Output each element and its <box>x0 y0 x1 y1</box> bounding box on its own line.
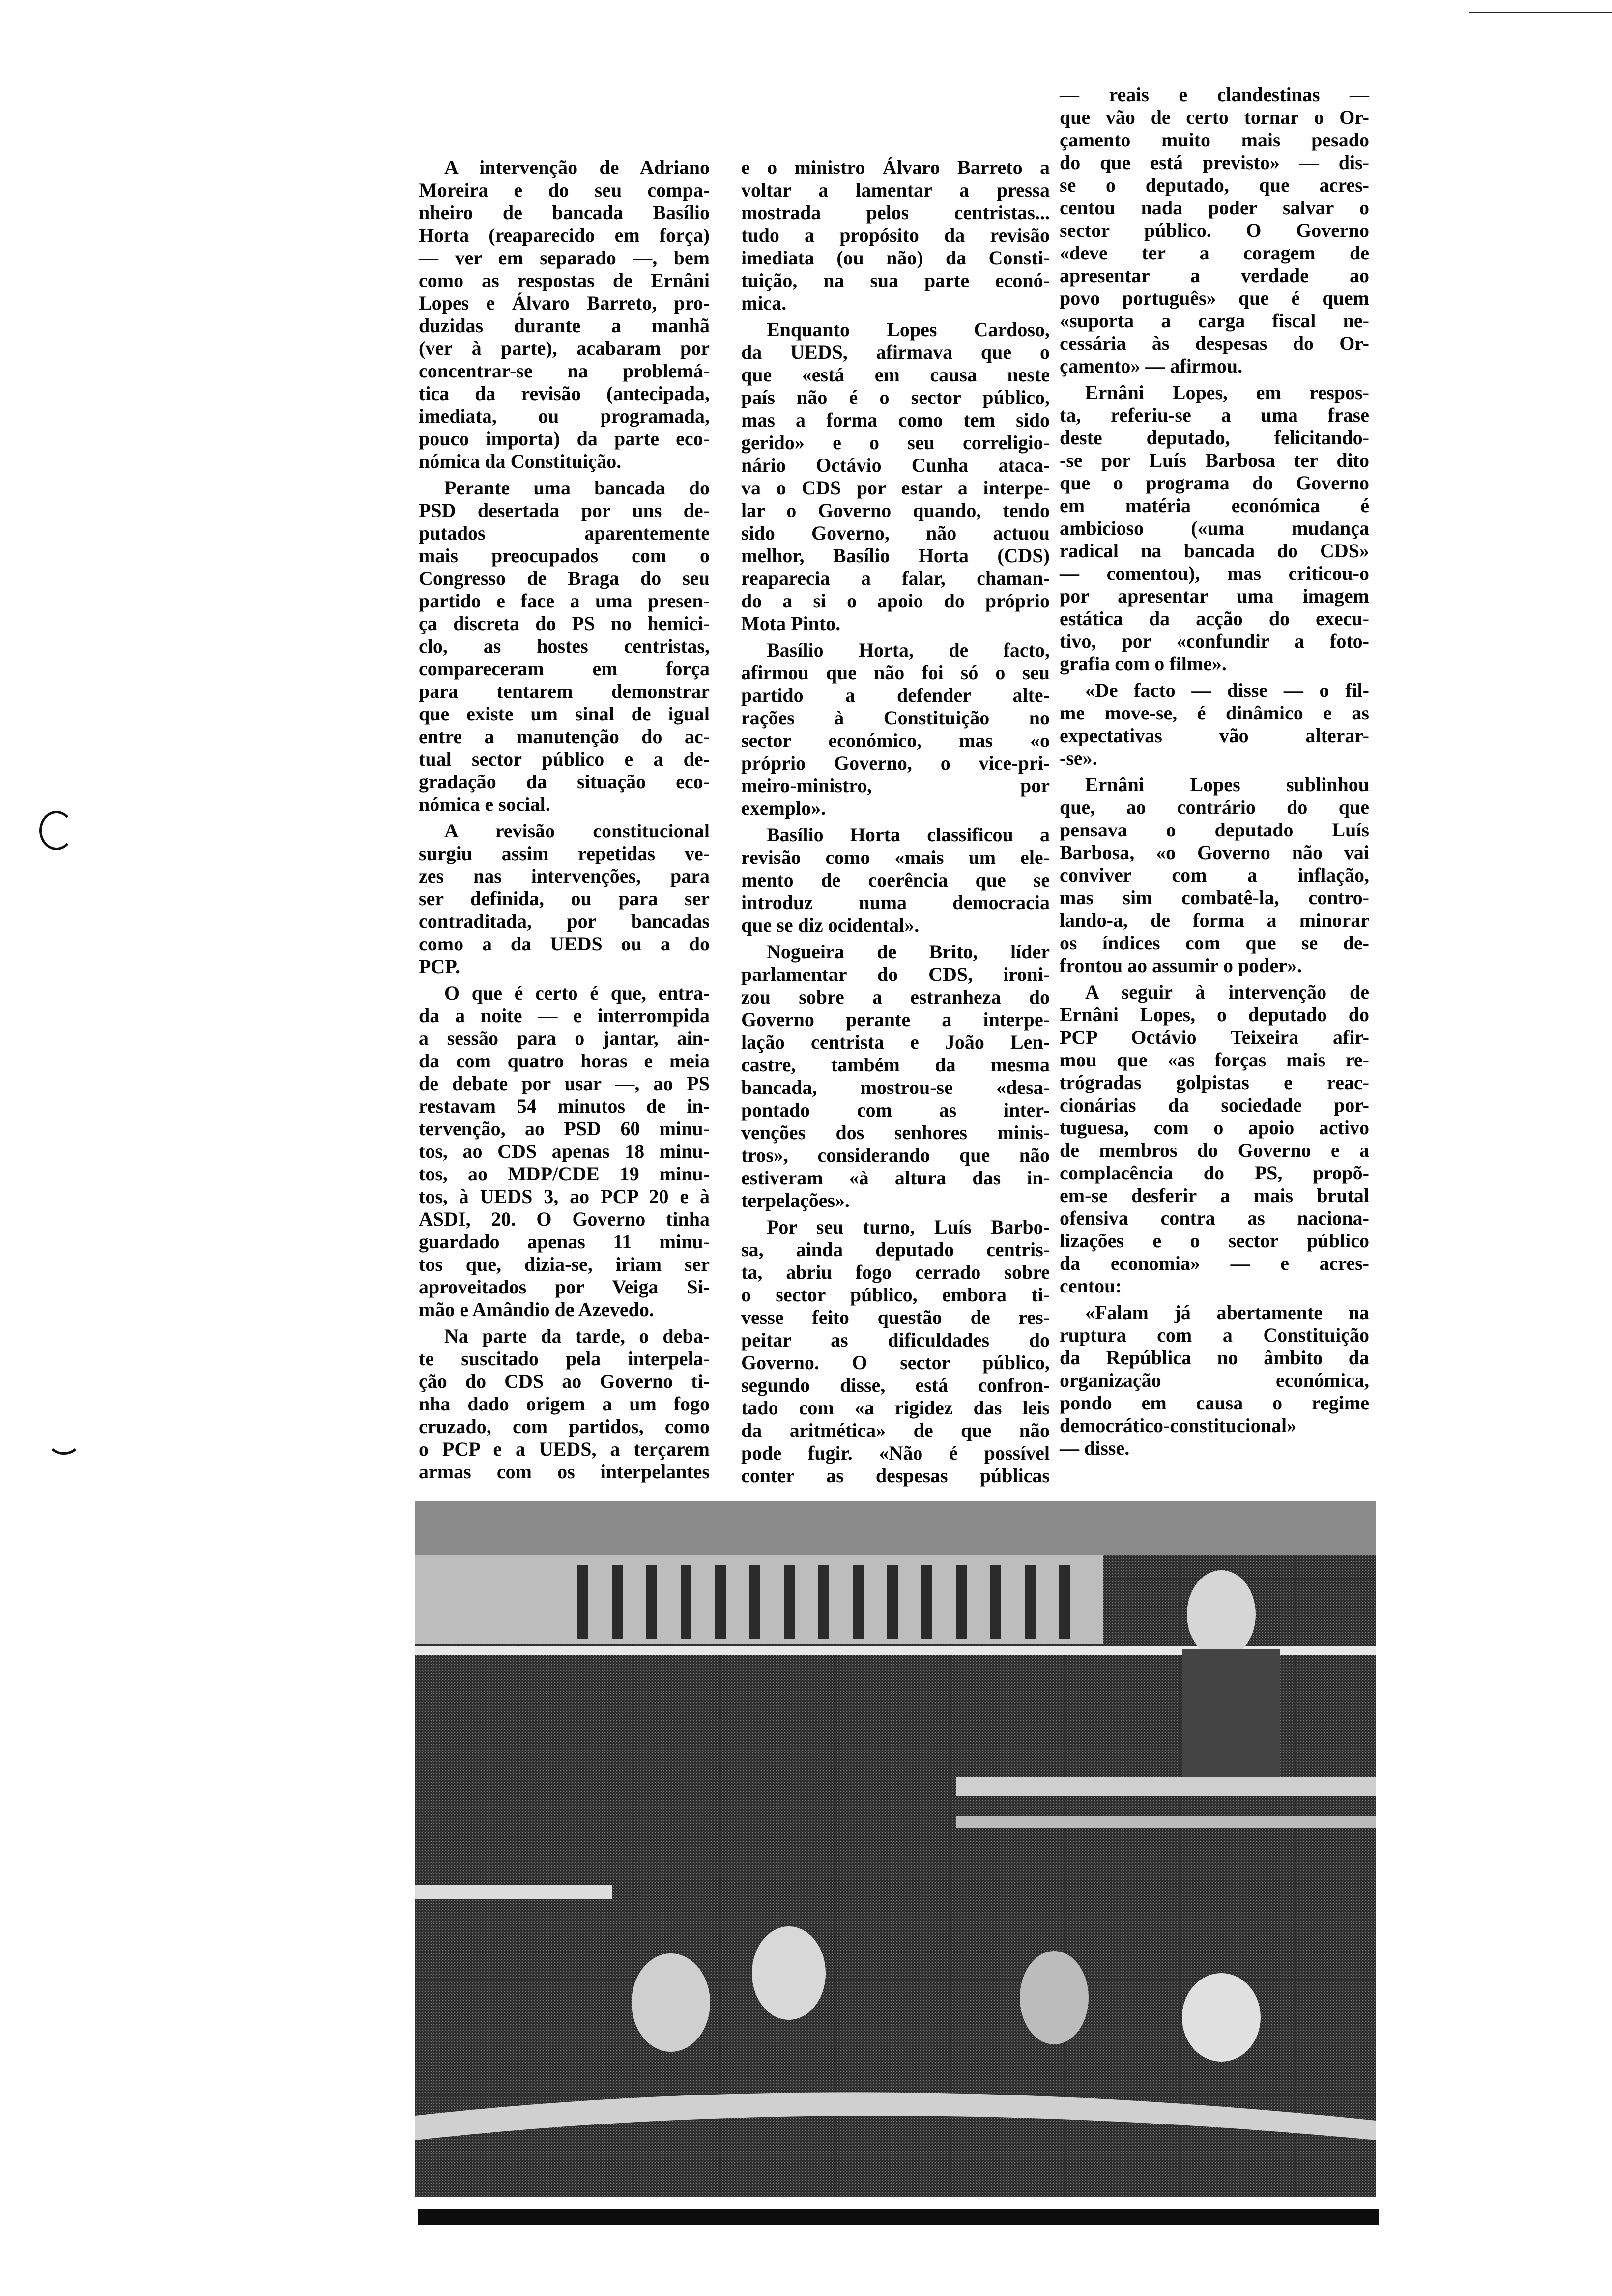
text-line: rações à Constituição no <box>741 707 1050 729</box>
text-line: de debate por usar —, ao PS <box>419 1072 710 1094</box>
paragraph <box>741 941 1050 1212</box>
text-line: — ver em separado —, bem <box>419 247 710 269</box>
parliament-photo <box>415 1501 1376 2197</box>
text-line: — comentou), mas criticou-o <box>1060 562 1369 584</box>
text-line: «suporta a carga fiscal ne- <box>1060 310 1369 332</box>
margin-mark <box>39 811 74 850</box>
text-line: «De facto — disse — o fil- <box>1085 679 1369 701</box>
text-line: que existe um sinal de igual <box>419 703 710 725</box>
paragraph <box>419 1325 710 1483</box>
text-line: da aritmética» de que não <box>741 1419 1050 1441</box>
text-line: melhor, Basílio Horta (CDS) <box>741 545 1050 567</box>
text-line: estática da acção do execu- <box>1060 607 1369 630</box>
text-line: sa, ainda deputado centris- <box>741 1238 1050 1261</box>
text-line: tos, ao MDP/CDE 19 minu- <box>419 1163 710 1185</box>
text-line: ASDI, 20. O Governo tinha <box>419 1208 710 1230</box>
text-line: castre, também da mesma <box>741 1054 1050 1076</box>
text-line: conter as despesas públicas <box>741 1464 1050 1487</box>
text-line: ambicioso («uma mudança <box>1060 517 1369 539</box>
text-line: mica. <box>741 292 787 314</box>
text-line: da a noite — e interrompida <box>419 1004 710 1027</box>
text-line: conviver com a inflação, <box>1060 864 1369 886</box>
text-line: pouco importa) da parte eco- <box>419 428 710 450</box>
text-line: entre a manutenção do ac- <box>419 725 710 747</box>
text-line: mais preocupados com o <box>419 545 710 567</box>
text-line: PCP. <box>419 955 461 977</box>
text-line: lar o Governo quando, tendo <box>741 499 1050 521</box>
text-line: Congresso de Braga do seu <box>419 567 710 589</box>
photo-image <box>415 1501 1376 2197</box>
text-line: te suscitado pela interpela- <box>419 1348 710 1370</box>
text-line: reaparecia a falar, chaman- <box>741 567 1050 589</box>
text-line: Enquanto Lopes Cardoso, <box>767 318 1050 341</box>
text-line: PCP Octávio Teixeira afir- <box>1060 1026 1369 1048</box>
text-line: sido Governo, não actuou <box>741 522 1050 544</box>
text-line: como as respostas de Ernâni <box>419 269 710 291</box>
text-line: organização económica, <box>1060 1369 1369 1391</box>
paragraph <box>741 639 1050 820</box>
paragraph <box>419 156 710 473</box>
text-line: meiro-ministro, por <box>741 775 1050 797</box>
text-line: tual sector público e a de- <box>419 748 710 770</box>
text-line: -se por Luís Barbosa ter dito <box>1060 449 1369 471</box>
text-line: duzidas durante a manhã <box>419 315 710 337</box>
text-line: tos que, dizia-se, iriam ser <box>419 1253 710 1275</box>
text-line: Perante uma bancada do <box>444 477 710 499</box>
text-line: complacência do PS, propõ- <box>1060 1162 1369 1184</box>
paragraph <box>741 156 1050 315</box>
text-line: pontado com as inter- <box>741 1099 1050 1121</box>
text-line: ça discreta do PS no hemici- <box>419 612 710 634</box>
text-line: Ernâni Lopes, o deputado do <box>1060 1004 1369 1026</box>
text-line: do a si o apoio do próprio <box>741 590 1050 612</box>
text-line: pode fugir. «Não é possível <box>741 1442 1050 1464</box>
text-line: ofensiva contra as naciona- <box>1060 1207 1369 1229</box>
text-line: gerido» e o seu correligio- <box>741 431 1050 454</box>
text-line: A revisão constitucional <box>444 820 710 842</box>
text-line: sector económico, mas «o <box>741 729 1050 751</box>
text-line: em-se desferir a mais brutal <box>1060 1184 1369 1206</box>
text-line: Basílio Horta classificou a <box>767 824 1050 846</box>
text-line: çamento» — afirmou. <box>1060 355 1243 377</box>
text-line: que vão de certo tornar o Or- <box>1060 106 1369 128</box>
text-line: cessária às despesas do Or- <box>1060 332 1369 354</box>
text-line: e o ministro Álvaro Barreto a <box>741 156 1050 178</box>
text-line: (ver à parte), acabaram por <box>419 337 710 359</box>
text-line: mas a forma como tem sido <box>741 409 1050 431</box>
text-line: compareceram em força <box>419 658 710 680</box>
text-line: democrático-constitucional» <box>1060 1414 1297 1436</box>
text-line: trógradas golpistas e reac- <box>1060 1071 1369 1093</box>
text-line: segundo disse, está confron- <box>741 1374 1050 1396</box>
text-line: mou que «as forças mais re- <box>1060 1049 1369 1071</box>
bottom-rule <box>418 2209 1379 2225</box>
text-line: çamento muito mais pesado <box>1060 129 1369 151</box>
text-line: tos, à UEDS 3, ao PCP 20 e à <box>419 1185 710 1207</box>
text-line: A seguir à intervenção de <box>1085 981 1369 1003</box>
paragraph <box>1060 1301 1369 1460</box>
text-line: mas sim combatê-la, contro- <box>1060 887 1369 909</box>
text-line: voltar a lamentar a pressa <box>741 179 1050 201</box>
text-line: lação centrista e João Len- <box>741 1031 1050 1053</box>
text-line: mostrada pelos centristas... <box>741 201 1050 224</box>
text-line: deste deputado, felicitando- <box>1060 427 1369 449</box>
text-line: venções dos senhores minis- <box>741 1121 1050 1144</box>
text-line: em matéria económica é <box>1060 494 1369 517</box>
text-line: Moreira e do seu compa- <box>419 179 710 201</box>
text-line: cruzado, com partidos, como <box>419 1415 710 1437</box>
text-line: concentrar-se na problemá- <box>419 360 710 382</box>
text-line: tivo, por «confundir a foto- <box>1060 630 1369 652</box>
paragraph <box>1060 84 1369 377</box>
text-line: ção do CDS ao Governo ti- <box>419 1370 710 1392</box>
top-rule <box>1469 12 1612 13</box>
text-line: lizações e o sector público <box>1060 1230 1369 1252</box>
text-line: centou: <box>1060 1275 1122 1297</box>
text-line: Basílio Horta, de facto, <box>767 639 1050 661</box>
article-column-2 <box>741 156 1050 1491</box>
text-line: ser definida, ou para ser <box>419 888 710 910</box>
paragraph <box>419 477 710 816</box>
text-line: nheiro de bancada Basílio <box>419 201 710 224</box>
text-line: exemplo». <box>741 797 826 819</box>
text-line: tica da revisão (antecipada, <box>419 382 710 404</box>
text-line: Na parte da tarde, o deba- <box>444 1325 710 1347</box>
text-line: partido e face a uma presen- <box>419 590 710 612</box>
text-line: tuguesa, com o apoio activo <box>1060 1117 1369 1139</box>
text-line: -se». <box>1060 747 1097 769</box>
text-line: restavam 54 minutos de in- <box>419 1095 710 1117</box>
text-line: se o deputado, que acres- <box>1060 174 1369 196</box>
text-line: guardado apenas 11 minu- <box>419 1231 710 1253</box>
text-line: revisão como «mais um ele- <box>741 846 1050 868</box>
text-line: Mota Pinto. <box>741 612 841 634</box>
text-line: do que está previsto» — dis- <box>1060 151 1369 173</box>
text-line: expectativas vão alterar- <box>1060 724 1369 746</box>
text-line: mento de coerência que se <box>741 869 1050 891</box>
text-line: mão e Amândio de Azevedo. <box>419 1298 654 1320</box>
text-line: da UEDS, afirmava que o <box>741 341 1050 363</box>
paragraph <box>741 824 1050 937</box>
paragraph <box>1060 981 1369 1297</box>
text-line: tado com «a rigidez das leis <box>741 1397 1050 1419</box>
text-line: da República no âmbito da <box>1060 1347 1369 1369</box>
text-line: os índices com que se de- <box>1060 932 1369 954</box>
text-line: próprio Governo, o vice-pri- <box>741 752 1050 774</box>
text-line: Ernâni Lopes, em respos- <box>1085 381 1369 403</box>
text-line: ta, abriu fogo cerrado sobre <box>741 1261 1050 1283</box>
text-line: lando-a, de forma a minorar <box>1060 909 1369 931</box>
text-line: pondo em causa o regime <box>1060 1392 1369 1414</box>
text-line: bancada, mostrou-se «desa- <box>741 1076 1050 1098</box>
text-line: apresentar a verdade ao <box>1060 264 1369 287</box>
text-line: aproveitados por Veiga Si- <box>419 1276 710 1298</box>
text-line: zes nas intervenções, para <box>419 865 710 887</box>
text-line: gradação da situação eco- <box>419 771 710 793</box>
text-line: Lopes e Álvaro Barreto, pro- <box>419 292 710 314</box>
text-line: imediata (ou não) da Consti- <box>741 247 1050 269</box>
text-line: de membros do Governo e a <box>1060 1139 1369 1161</box>
text-line: — reais e clandestinas — <box>1060 84 1369 106</box>
text-line: nómica e social. <box>419 793 550 815</box>
text-line: surgiu assim repetidas ve- <box>419 842 710 864</box>
text-line: afirmou que não foi só o seu <box>741 661 1050 684</box>
text-line: estiveram «à altura das in- <box>741 1167 1050 1189</box>
text-line: sector público. O Governo <box>1060 219 1369 241</box>
article-column-3 <box>1060 84 1369 1464</box>
text-line: por apresentar uma imagem <box>1060 585 1369 607</box>
text-line: o PCP e a UEDS, a terçarem <box>419 1438 710 1460</box>
text-line: da economia» — e acres- <box>1060 1252 1369 1274</box>
text-line: Barbosa, «o Governo não vai <box>1060 841 1369 863</box>
text-line: introduz numa democracia <box>741 891 1050 914</box>
text-line: tudo a propósito da revisão <box>741 224 1050 246</box>
text-line: armas com os interpelantes <box>419 1461 710 1483</box>
text-line: o sector público, embora ti- <box>741 1284 1050 1306</box>
text-line: Governo. O sector público, <box>741 1351 1050 1374</box>
text-line: contraditada, por bancadas <box>419 910 710 932</box>
text-line: da com quatro horas e meia <box>419 1050 710 1072</box>
text-line: pensava o deputado Luís <box>1060 819 1369 841</box>
text-line: tros», considerando que não <box>741 1144 1050 1166</box>
text-line: A intervenção de Adriano <box>444 156 710 178</box>
text-line: para tentarem demonstrar <box>419 680 710 702</box>
text-line: parlamentar do CDS, ironi- <box>741 963 1050 985</box>
text-line: cionárias da sociedade por- <box>1060 1094 1369 1116</box>
text-line: ta, referiu-se a uma frase <box>1060 404 1369 426</box>
paragraph <box>419 820 710 978</box>
text-line: como a da UEDS ou a do <box>419 933 710 955</box>
text-line: putados aparentemente <box>419 522 710 544</box>
text-line: nha dado origem a um fogo <box>419 1393 710 1415</box>
text-line: radical na bancada do CDS» <box>1060 540 1369 562</box>
text-line: que «está em causa neste <box>741 364 1050 386</box>
text-line: PSD desertada por uns de- <box>419 499 710 521</box>
text-line: tuição, na sua parte econó- <box>741 269 1050 291</box>
text-line: peitar as dificuldades do <box>741 1329 1050 1351</box>
text-line: a sessão para o jantar, ain- <box>419 1027 710 1049</box>
text-line: terpelações». <box>741 1189 850 1211</box>
text-line: que se diz ocidental». <box>741 914 920 936</box>
text-line: tos, ao CDS apenas 18 minu- <box>419 1140 710 1162</box>
paragraph <box>419 982 710 1321</box>
text-line: me move-se, é dinâmico e as <box>1060 702 1369 724</box>
paragraph <box>1060 381 1369 675</box>
text-line: Nogueira de Brito, líder <box>767 941 1050 963</box>
text-line: ruptura com a Constituição <box>1060 1324 1369 1346</box>
text-line: partido a defender alte- <box>741 684 1050 706</box>
text-line: «deve ter a coragem de <box>1060 242 1369 264</box>
paragraph <box>741 318 1050 635</box>
text-line: imediata, ou programada, <box>419 405 710 427</box>
paragraph <box>741 1216 1050 1487</box>
article-column-1 <box>419 156 710 1487</box>
text-line: país não é o sector público, <box>741 386 1050 408</box>
text-line: — disse. <box>1060 1437 1130 1459</box>
text-line: Governo perante a interpe- <box>741 1008 1050 1031</box>
text-line: zou sobre a estranheza do <box>741 986 1050 1008</box>
text-line: frontou ao assumir o poder». <box>1060 954 1302 976</box>
text-line: Ernâni Lopes sublinhou <box>1085 774 1369 796</box>
text-line: que o programa do Governo <box>1060 472 1369 494</box>
text-line: nómica da Constituição. <box>419 450 622 472</box>
text-line: O que é certo é que, entra- <box>444 982 710 1004</box>
text-line: povo português» que é quem <box>1060 287 1369 309</box>
text-line: «Falam já abertamente na <box>1085 1301 1369 1323</box>
text-line: nário Octávio Cunha ataca- <box>741 454 1050 476</box>
margin-mark <box>47 1425 81 1455</box>
text-line: Por seu turno, Luís Barbo- <box>767 1216 1050 1238</box>
text-line: centou nada poder salvar o <box>1060 197 1369 219</box>
text-line: va o CDS por estar a interpe- <box>741 477 1050 499</box>
text-line: clo, as hostes centristas, <box>419 635 710 657</box>
paragraph <box>1060 679 1369 770</box>
paragraph <box>1060 774 1369 977</box>
text-line: vesse feito questão de res- <box>741 1306 1050 1328</box>
text-line: Horta (reaparecido em força) <box>419 224 710 246</box>
text-line: grafia com o filme». <box>1060 653 1227 675</box>
text-line: tervenção, ao PSD 60 minu- <box>419 1118 710 1140</box>
text-line: que, ao contrário do que <box>1060 796 1369 818</box>
